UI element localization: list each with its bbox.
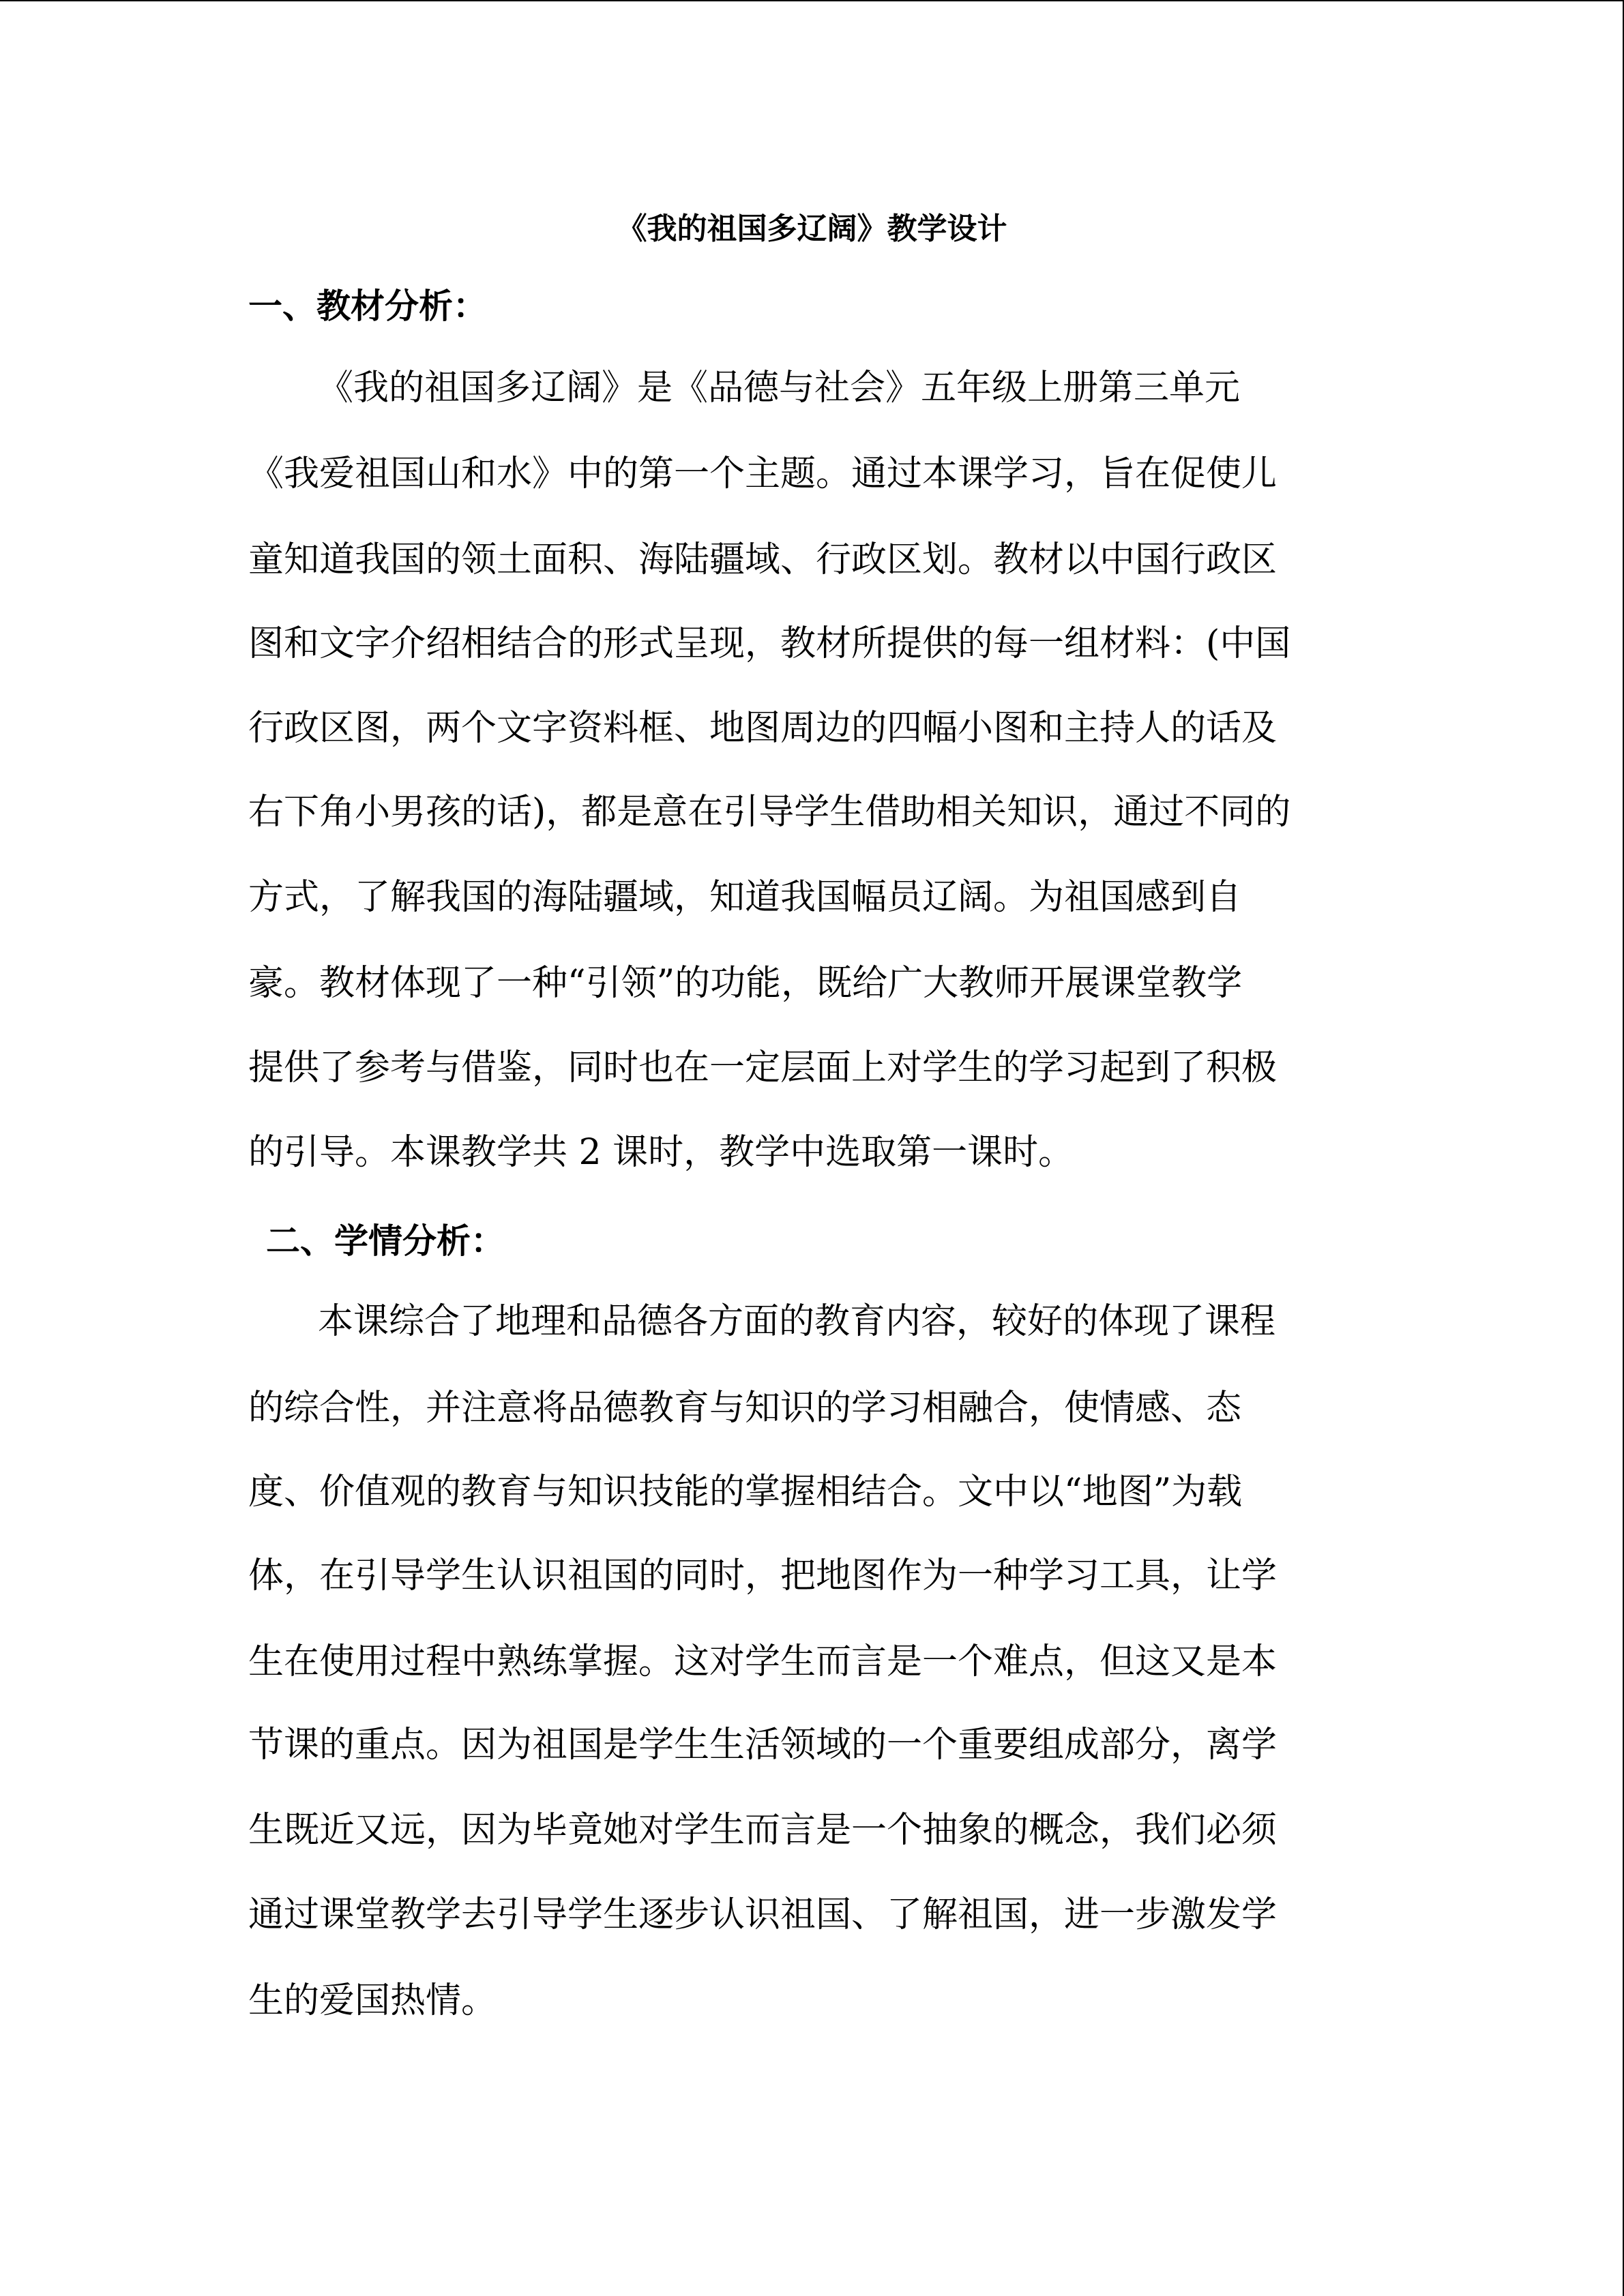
paragraph-line: 《我的祖国多辽阔》是《品德与社会》五年级上册第三单元 bbox=[318, 368, 1241, 408]
paragraph-line: 度、价值观的教育与知识技能的掌握相结合。文中以“地图”为载 bbox=[248, 1472, 1243, 1512]
paragraph-line: 方式，了解我国的海陆疆域，知道我国幅员辽阔。为祖国感到自 bbox=[248, 877, 1242, 918]
paragraph-line: 的引导。本课教学共 2 课时，教学中选取第一课时。 bbox=[248, 1132, 1074, 1173]
paragraph-line: 行政区图，两个文字资料框、地图周边的四幅小图和主持人的话及 bbox=[248, 708, 1278, 749]
paragraph-line: 《我爱祖国山和水》中的第一个主题。通过本课学习，旨在促使儿 bbox=[248, 453, 1278, 494]
paragraph-line: 节课的重点。因为祖国是学生生活领域的一个重要组成部分，离学 bbox=[248, 1725, 1278, 1765]
paragraph-line: 的综合性，并注意将品德教育与知识的学习相融合，使情感、态 bbox=[248, 1388, 1242, 1429]
paragraph-line: 通过课堂教学去引导学生逐步认识祖国、了解祖国，进一步激发学 bbox=[248, 1894, 1278, 1935]
section-heading-textbook-analysis: 一、教材分析： bbox=[248, 286, 487, 326]
paragraph-line: 体，在引导学生认识祖国的同时，把地图作为一种学习工具，让学 bbox=[248, 1555, 1278, 1596]
paragraph-line: 生在使用过程中熟练掌握。这对学生而言是一个难点，但这又是本 bbox=[248, 1641, 1278, 1682]
paragraph-line: 本课综合了地理和品德各方面的教育内容，较好的体现了课程 bbox=[318, 1301, 1276, 1342]
paragraph-line: 提供了参考与借鉴，同时也在一定层面上对学生的学习起到了积极 bbox=[248, 1047, 1278, 1088]
paragraph-line: 豪。教材体现了一种“引领”的功能，既给广大教师开展课堂教学 bbox=[248, 963, 1243, 1004]
document-title: 《我的祖国多辽阔》教学设计 bbox=[617, 211, 1007, 246]
paragraph-line: 童知道我国的领土面积、海陆疆域、行政区划。教材以中国行政区 bbox=[248, 539, 1278, 580]
section-heading-student-analysis: 二、学情分析： bbox=[266, 1221, 505, 1261]
paragraph-line: 生既近又远，因为毕竟她对学生而言是一个抽象的概念，我们必须 bbox=[248, 1810, 1278, 1851]
paragraph-line: 图和文字介绍相结合的形式呈现，教材所提供的每一组材料：(中国 bbox=[248, 623, 1291, 664]
paragraph-line: 右下角小男孩的话)，都是意在引导学生借助相关知识，通过不同的 bbox=[248, 792, 1291, 833]
paragraph-line: 生的爱国热情。 bbox=[248, 1980, 497, 2021]
